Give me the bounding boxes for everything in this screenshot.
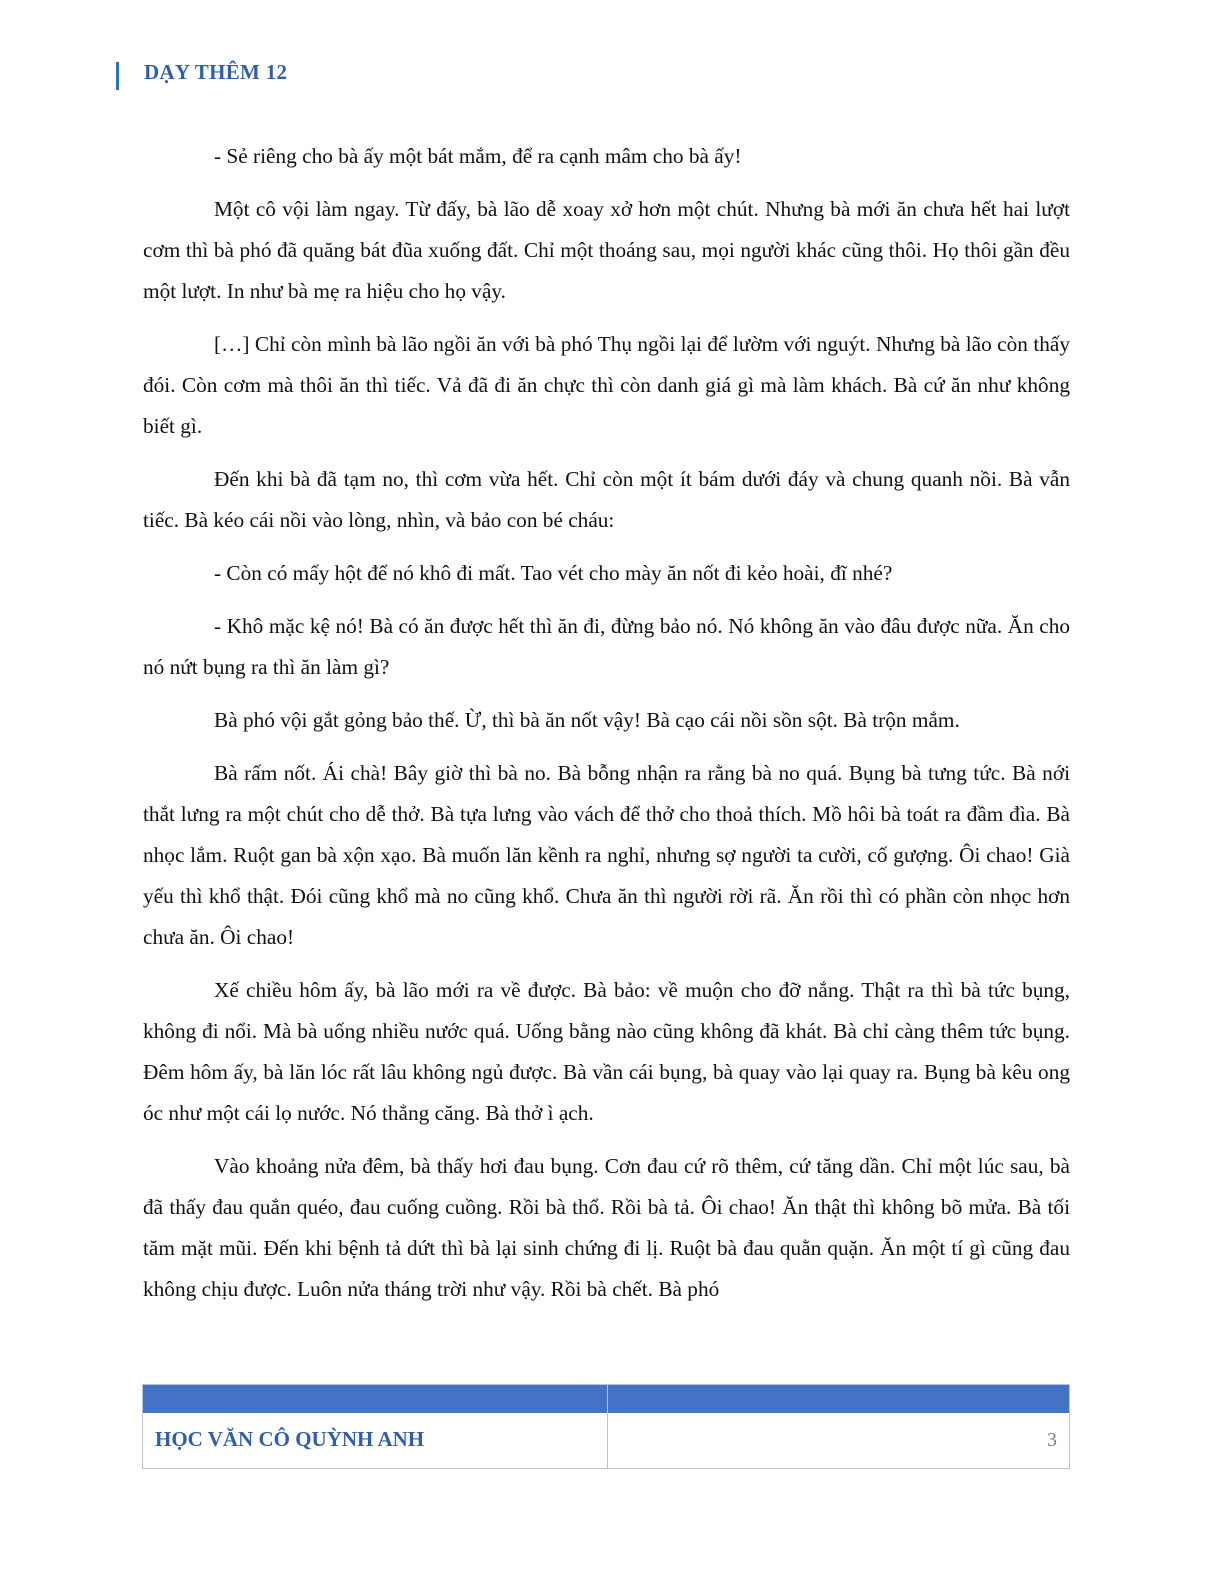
footer-color-band [143,1385,1069,1413]
page-footer [142,1384,1070,1469]
header-accent-bar [116,62,119,90]
paragraph: Xế chiều hôm ấy, bà lão mới ra về được. Bà bảo: về muộn cho đỡ nắng. Thật ra thì bà tức bụng, không đi nổi. Mà bà uống nhiều nước quá. Uống bằng nào cũng không đã khát. Bà chỉ càng thêm tức bụng. Đêm hôm ấy, bà lăn lóc rất lâu không ngủ được. Bà vần cái bụng, bà quay vào lại quay ra. Bụng bà kêu ong óc như một cái lọ nước. Nó thẳng căng. Bà thở ì ạch. [143,978,1070,1125]
paragraph: Vào khoảng nửa đêm, bà thấy hơi đau bụng. Cơn đau cứ rõ thêm, cứ tăng dần. Chỉ một lúc sau, bà đã thấy đau quắn quéo, đau cuống cuồng. Rồi bà thổ. Rồi bà tả. Ôi chao! Ăn thật thì không bõ mửa. Bà tối tăm mặt mũi. Đến khi bệnh tả dứt thì bà lại sinh chứng đi lị. Ruột bà đau quằn quặn. Ăn một tí gì cũng đau không chịu được. Luôn nửa tháng trời như vậy. Rồi bà chết. Bà phó [143,1154,1070,1301]
paragraph: - Còn có mấy hột để nó khô đi mất. Tao vét cho mày ăn nốt đi kẻo hoài, đĩ nhé? [214,561,893,585]
paragraph: Bà rấm nốt. Ái chà! Bây giờ thì bà no. Bà bỗng nhận ra rằng bà no quá. Bụng bà tưng tức. Bà nới thắt lưng ra một chút cho dễ thở. Bà tựa lưng vào vách để thở cho thoả thích. Mồ hôi bà toát ra đầm đìa. Bà nhọc lắm. Ruột gan bà xộn xạo. Bà muốn lăn kềnh ra nghỉ, nhưng sợ người ta cười, cố gượng. Ôi chao! Già yếu thì khổ thật. Đói cũng khổ mà no cũng khổ. Chưa ăn thì người rời rã. Ăn rồi thì có phần còn nhọc hơn chưa ăn. Ôi chao! [143,761,1070,949]
page-header-title: DẠY THÊM 12 [144,60,288,84]
paragraph: Một cô vội làm ngay. Từ đấy, bà lão dễ xoay xở hơn một chút. Nhưng bà mới ăn chưa hết hai lượt cơm thì bà phó đã quăng bát đũa xuống đất. Chỉ một thoáng sau, mọi người khác cũng thôi. Họ thôi gần đều một lượt. In như bà mẹ ra hiệu cho họ vậy. [143,197,1070,303]
paragraph: - Sẻ riêng cho bà ấy một bát mắm, để ra cạnh mâm cho bà ấy! [214,144,742,168]
document-body [143,136,1070,1322]
footer-label: HỌC VĂN CÔ QUỲNH ANH [155,1427,425,1451]
paragraph: […] Chỉ còn mình bà lão ngồi ăn với bà phó Thụ ngồi lại để lườm với nguýt. Nhưng bà lão còn thấy đói. Còn cơm mà thôi ăn thì tiếc. Vả đã đi ăn chực thì còn danh giá gì mà làm khách. Bà cứ ăn như không biết gì. [143,332,1070,438]
paragraph: - Khô mặc kệ nó! Bà có ăn được hết thì ăn đi, đừng bảo nó. Nó không ăn vào đâu được nữa. Ăn cho nó nứt bụng ra thì ăn làm gì? [143,614,1070,679]
footer-divider [607,1385,608,1468]
page-number: 3 [1047,1429,1057,1451]
paragraph: Đến khi bà đã tạm no, thì cơm vừa hết. Chỉ còn một ít bám dưới đáy và chung quanh nồi. Bà vẫn tiếc. Bà kéo cái nồi vào lòng, nhìn, và bảo con bé cháu: [143,467,1070,532]
paragraph: Bà phó vội gắt gỏng bảo thế. Ừ, thì bà ăn nốt vậy! Bà cạo cái nồi sồn sột. Bà trộn mắm. [214,708,960,732]
